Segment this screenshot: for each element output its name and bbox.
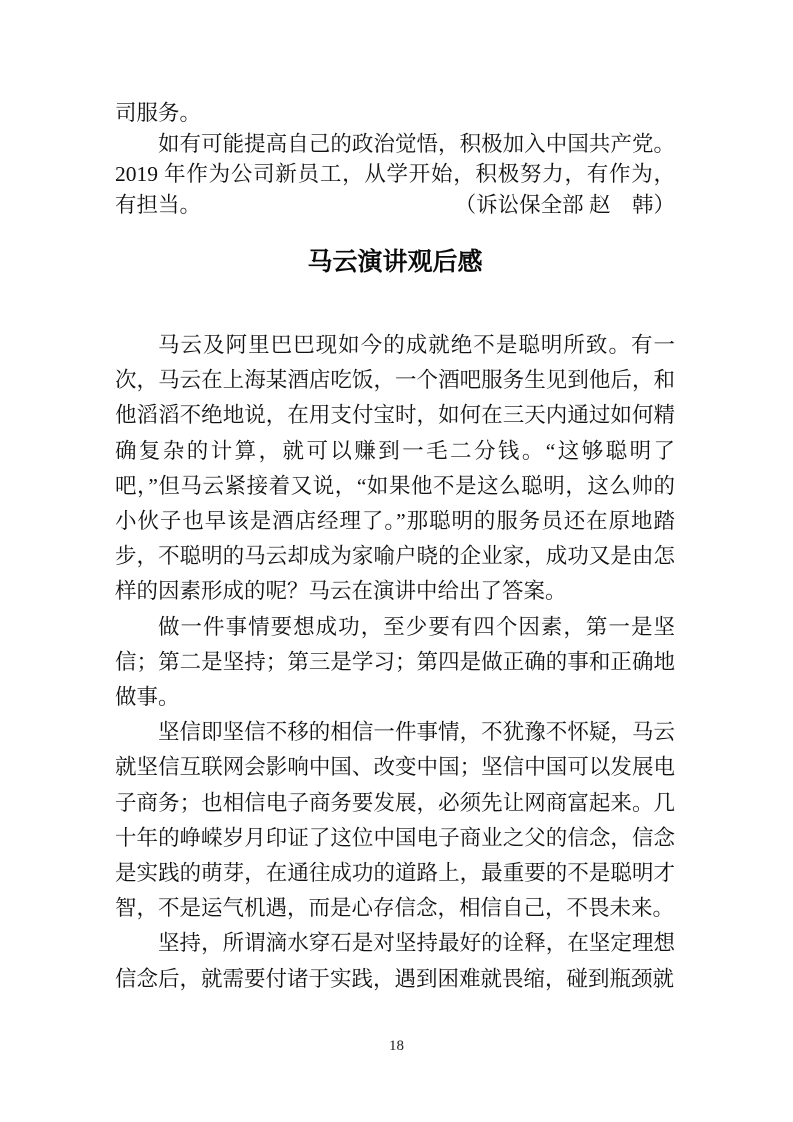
article-paragraph-4: 坚持，所谓滴水穿石是对坚持最好的诠释，在坚定理想信念后，就需要付诸于实践，遇到困难就畏缩，碰到瓶颈就: [115, 931, 675, 991]
article-title: 马云演讲观后感: [307, 247, 483, 276]
article-paragraph-1: 马云及阿里巴巴现如今的成就绝不是聪明所致。有一次，马云在上海某酒店吃饭，一个酒吧服务生见到他后，和他滔滔不绝地说，在用支付宝时，如何在三天内通过如何精确复杂的计算，就可以赚到一毛二分钱。“这够聪明了吧，”但马云紧接着又说，“如果他不是这么聪明，这么帅的小伙子也早该是酒店经理了。”那聪明的服务员还在原地踏步，不聪明的马云却成为家喻户晓的企业家，成功又是由怎样的因素形成的呢？马云在演讲中给出了答案。: [115, 333, 675, 604]
author-attribution: （诉讼保全部 赵 韩）: [454, 192, 675, 217]
continuation-paragraph-end: 司服务。: [115, 101, 202, 125]
continuation-paragraph: [115, 129, 675, 221]
previous-article-ending: [115, 98, 675, 220]
continuation-paragraph-text: 如有可能提高自己的政治觉悟，积极加入中国共产党。2019 年作为公司新员工，从学开始，积极努力，有作为，有担当。: [115, 131, 675, 217]
article-paragraph-2: 做一件事情要想成功，至少要有四个因素，第一是坚信；第二是坚持；第三是学习；第四是做正确的事和正确地做事。: [115, 614, 675, 710]
article-body: [115, 328, 675, 997]
page-number: 18: [389, 1038, 404, 1054]
article-paragraph-3: 坚信即坚信不移的相信一件事情，不犹豫不怀疑，马云就坚信互联网会影响中国、改变中国；坚信中国可以发展电子商务；也相信电子商务要发展，必须先让网商富起来。几十年的峥嵘岁月印证了这位中国电子商业之父的信念，信念是实践的萌芽，在通往成功的道路上，最重要的不是聪明才智，不是运气机遇，而是心存信念，相信自己，不畏未来。: [115, 720, 675, 921]
